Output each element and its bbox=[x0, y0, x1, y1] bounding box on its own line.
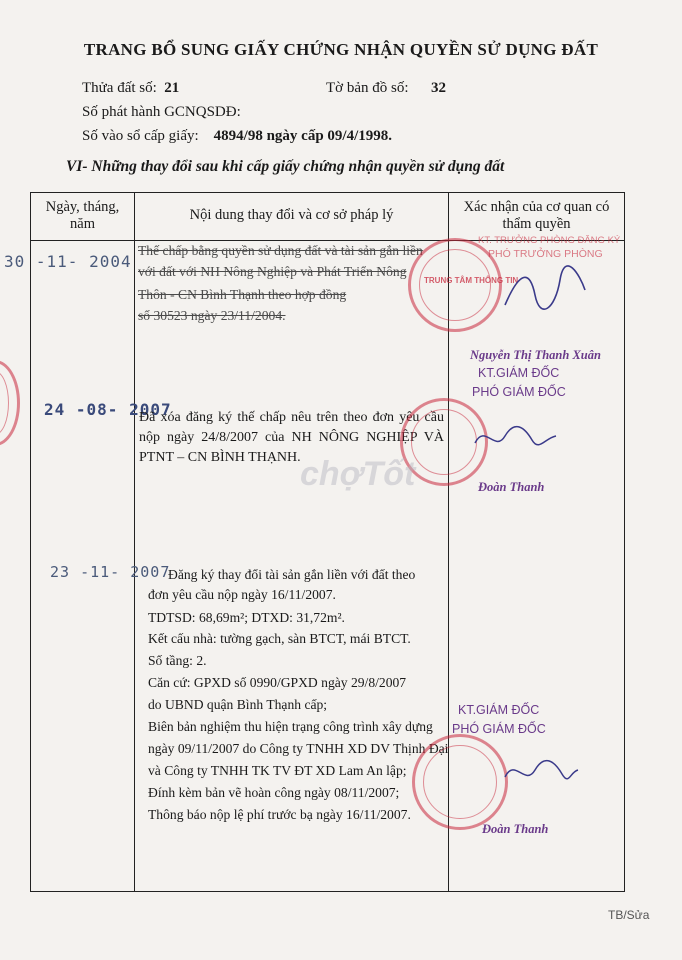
signature-role: PHÓ GIÁM ĐỐC bbox=[472, 385, 566, 399]
entry-line: Căn cứ: GPXD số 0990/GPXD ngày 29/8/2007 bbox=[148, 675, 407, 690]
entry-date: 30 -11- 2004 bbox=[4, 252, 132, 271]
so-vao-so-label: Số vào sổ cấp giấy: bbox=[82, 128, 199, 144]
watermark-logo: chợTốt bbox=[300, 455, 416, 493]
entry-line: với đất với NH Nông Nghiệp và Phát Triển Nông bbox=[138, 264, 407, 279]
signature-role: PHÓ TRƯỞNG PHÒNG bbox=[488, 248, 603, 260]
entry-date: 23 -11- 2007 bbox=[50, 563, 171, 581]
entry-line: Đăng ký thay đổi tài sản gắn liền với đất theo bbox=[168, 567, 416, 582]
entry-line: Thông báo nộp lệ phí trước bạ ngày 16/11/2007. bbox=[148, 807, 411, 822]
signer-name: Nguyễn Thị Thanh Xuân bbox=[470, 348, 601, 362]
entry-line: Thế chấp bằng quyền sử dụng đất và tài sản gắn liền bbox=[138, 243, 423, 258]
to-ban-do-label: Tờ bản đồ số: bbox=[326, 80, 409, 96]
official-seal bbox=[408, 238, 502, 332]
signer-name: Đoàn Thanh bbox=[482, 822, 549, 836]
signature-scribble bbox=[470, 418, 560, 458]
entry-line: Số tầng: 2. bbox=[148, 653, 207, 668]
col-confirm-header: Xác nhận của cơ quan có thẩm quyền bbox=[449, 193, 625, 241]
so-phat-hanh-label: Số phát hành GCNQSDĐ: bbox=[82, 104, 241, 120]
footer-handwritten-mark: TB/Sửa bbox=[608, 908, 650, 922]
entry-line: Kết cấu nhà: tường gạch, sàn BTCT, mái BTCT. bbox=[148, 631, 411, 646]
signature-title: KT.GIÁM ĐỐC bbox=[458, 703, 540, 717]
official-seal bbox=[412, 734, 508, 830]
entry-line: Thôn - CN Bình Thạnh theo hợp đồng bbox=[138, 287, 347, 302]
entry-line: ngày 09/11/2007 do Công ty TNHH XD DV Thịnh Đại bbox=[148, 741, 449, 756]
signature-role: PHÓ GIÁM ĐỐC bbox=[452, 722, 546, 736]
section-title: VI- Những thay đổi sau khi cấp giấy chứng nhận quyền sử dụng đất bbox=[66, 158, 505, 175]
col-date-header: Ngày, tháng, năm bbox=[31, 193, 135, 241]
to-ban-do-row bbox=[326, 80, 446, 97]
entry-line: TDTSD: 68,69m²; DTXD: 31,72m². bbox=[148, 610, 345, 625]
signature-title: KT.GIÁM ĐỐC bbox=[478, 366, 560, 380]
entry-line: Đính kèm bản vẽ hoàn công ngày 08/11/2007; bbox=[148, 785, 400, 800]
so-vao-so-value: 4894/98 ngày cấp 09/4/1998. bbox=[213, 128, 393, 144]
signer-name: Đoàn Thanh bbox=[478, 480, 545, 494]
entry-date: 24 -08- 2007 bbox=[44, 400, 172, 419]
entry-line: và Công ty TNHH TK TV ĐT XD Lam An lập; bbox=[148, 763, 407, 778]
document-title: TRANG BỔ SUNG GIẤY CHỨNG NHẬN QUYỀN SỬ DỤNG ĐẤT bbox=[83, 40, 599, 59]
so-vao-so-row bbox=[82, 128, 392, 145]
entry-text: Đã xóa đăng ký thế chấp nêu trên theo đơn yêu cầu nộp ngày 24/8/2007 của NH NÔNG NGHIỆP VÀ PTNT – CN BÌNH THẠNH. bbox=[139, 410, 444, 465]
to-ban-do-value: 32 bbox=[431, 80, 447, 96]
signature-title: KT. TRƯỞNG PHÒNG ĐĂNG KÝ bbox=[478, 235, 621, 246]
signature-scribble bbox=[500, 260, 590, 320]
thua-dat-row bbox=[82, 80, 179, 97]
thua-dat-value: 21 bbox=[164, 80, 180, 96]
signature-scribble bbox=[500, 752, 580, 792]
seal-text: TRUNG TÂM THÔNG TIN bbox=[424, 276, 519, 285]
col-content-header: Nội dung thay đổi và cơ sở pháp lý bbox=[135, 193, 449, 241]
official-seal bbox=[0, 360, 20, 446]
table-header-row bbox=[31, 193, 625, 241]
entry-line: đơn yêu cầu nộp ngày 16/11/2007. bbox=[148, 587, 336, 602]
entry-line: Biên bản nghiệm thu hiện trạng công trình xây dựng bbox=[148, 719, 433, 734]
entry-line: số 30523 ngày 23/11/2004. bbox=[138, 308, 286, 323]
entry-line: do UBND quận Bình Thạnh cấp; bbox=[148, 697, 328, 712]
thua-dat-label: Thửa đất số: bbox=[82, 80, 157, 96]
